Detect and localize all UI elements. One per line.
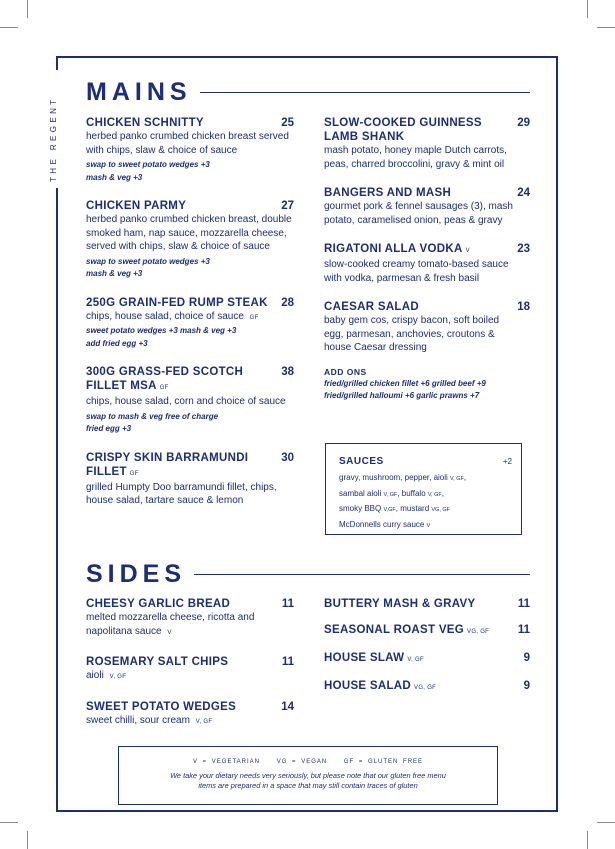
mains-right-column — [324, 116, 530, 403]
item-name-text: HOUSE SLAW — [324, 652, 405, 664]
dietary-tag: GF — [129, 470, 139, 477]
dietary-tag: GF — [249, 314, 259, 321]
sauce-text: gravy, mushroom, pepper, aioli — [339, 473, 451, 482]
item-description — [86, 611, 294, 640]
sauces-list — [339, 471, 512, 533]
crop-mark — [27, 0, 28, 18]
sauces-line — [339, 502, 512, 518]
menu-item — [324, 679, 530, 695]
menu-item — [86, 597, 294, 640]
menu-item — [324, 597, 530, 611]
item-description-text: sweet chilli, sour cream — [86, 714, 190, 726]
menu-item — [86, 116, 294, 184]
dietary-tag: V, GF — [383, 491, 398, 498]
sauces-line — [339, 471, 512, 487]
crop-mark — [597, 822, 615, 823]
sauce-text: , buffalo — [397, 488, 428, 498]
sauces-box — [325, 443, 522, 535]
menu-item — [324, 300, 530, 355]
item-name: CHICKEN SCHNITTY — [86, 117, 204, 129]
item-name — [324, 623, 489, 639]
menu-item — [324, 623, 530, 639]
menu-item — [86, 199, 294, 281]
item-name — [86, 451, 256, 481]
sauces-price: +2 — [502, 457, 512, 466]
item-description — [86, 310, 294, 326]
legend-code: V = VEGETARIAN — [192, 759, 261, 765]
mains-header — [86, 78, 530, 107]
dietary-tag: V — [167, 629, 172, 636]
item-price: 11 — [517, 598, 530, 610]
item-price: 18 — [517, 301, 530, 313]
item-name — [324, 679, 436, 695]
sauce-text: McDonnells curry sauce — [339, 519, 427, 529]
dietary-tag: VG, GF — [431, 507, 451, 513]
item-price: 24 — [517, 187, 530, 199]
item-description: herbed panko crumbed chicken breast, double smoked ham, nap sauce, mozzarella cheese, served with chips, slaw & choice of sauce — [86, 214, 292, 252]
sides-rule — [194, 574, 530, 575]
add-ons-title: ADD ONS — [324, 366, 367, 377]
legend-note-line: We take your dietary needs very seriously, but please note that our gluten free menu — [170, 771, 446, 780]
item-price: 28 — [281, 296, 294, 309]
item-price: 23 — [517, 243, 530, 255]
item-price: 27 — [281, 200, 294, 212]
menu-item — [86, 700, 294, 730]
dietary-tag: V, GF — [195, 718, 213, 725]
item-description-text: melted mozzarella cheese, ricotta and napolitana sauce — [86, 612, 255, 637]
item-extra: mash & veg +3 — [86, 172, 143, 182]
item-price: 11 — [281, 656, 294, 668]
dietary-tag: V,GF — [383, 507, 396, 513]
dietary-tag: GF — [159, 385, 169, 391]
item-name: BUTTERY MASH & GRAVY — [324, 598, 476, 610]
dietary-tag: VG, GF — [467, 629, 490, 635]
item-name: CHEESY GARLIC BREAD — [86, 598, 231, 610]
crop-mark — [587, 0, 588, 18]
item-description: baby gem cos, crispy bacon, soft boiled egg, parmesan, anchovies, croutons & house Caesar dressing — [324, 315, 500, 353]
item-description — [86, 669, 294, 685]
item-name — [86, 365, 256, 395]
crop-mark — [597, 27, 615, 28]
item-name: ROSEMARY SALT CHIPS — [86, 656, 229, 668]
item-description: gourmet pork & fennel sausages (3), mash potato, caramelised onion, peas & gravy — [324, 201, 513, 226]
sauce-text: , — [463, 473, 467, 482]
item-price: 9 — [523, 680, 530, 692]
crop-mark — [0, 822, 18, 823]
item-name: BANGERS AND MASH — [324, 187, 452, 199]
menu-item — [324, 242, 530, 285]
dietary-tag: V — [465, 248, 470, 254]
item-name: SLOW-COOKED GUINNESS LAMB SHANK — [324, 117, 482, 143]
dietary-tag: VG, GF — [414, 685, 437, 691]
item-price: 25 — [281, 117, 294, 129]
menu-item — [86, 365, 294, 436]
menu-item — [86, 451, 294, 508]
dietary-tag: V, GF — [450, 476, 464, 482]
item-description-text: aioli — [86, 670, 104, 681]
add-ons — [324, 366, 530, 403]
legend-note — [119, 771, 497, 791]
item-name-text: 300G GRASS-FED SCOTCH FILLET MSA — [86, 366, 244, 392]
menu-item — [86, 296, 294, 351]
legend-code: VG = VEGAN — [276, 759, 328, 765]
crop-mark — [27, 831, 28, 849]
item-name: CAESAR SALAD — [324, 301, 419, 313]
item-extra: swap to mash & veg free of charge — [86, 411, 219, 421]
item-extra: add fried egg +3 — [86, 338, 148, 348]
legend-code: GF = GLUTEN FREE — [343, 759, 424, 765]
item-description: mash potato, honey maple Dutch carrots, peas, charred broccolini, gravy & mint oil — [324, 145, 507, 170]
legend-codes — [119, 759, 497, 765]
item-name — [324, 651, 424, 667]
item-price: 38 — [281, 366, 294, 378]
sauce-text: , — [441, 488, 444, 498]
crop-mark — [587, 831, 588, 849]
legend-note-line: items are prepared in a space that may still contain traces of gluten — [198, 781, 418, 790]
dietary-tag: V, GF — [109, 674, 127, 680]
item-extra: sweet potato wedges +3 mash & veg +3 — [86, 326, 237, 335]
item-name-text: HOUSE SALAD — [324, 680, 412, 692]
sauce-text: sambal aioli — [339, 488, 384, 498]
item-price: 30 — [281, 451, 294, 464]
item-name — [324, 242, 470, 258]
mains-rule — [200, 92, 530, 93]
item-name-text: RIGATONI ALLA VODKA — [324, 243, 463, 255]
menu-item — [86, 655, 294, 685]
sauces-line — [339, 487, 512, 503]
add-ons-line: fried/grilled halloumi +6 garlic prawns +7 — [324, 391, 480, 400]
item-extra: fried egg +3 — [86, 424, 132, 433]
item-description — [86, 714, 294, 730]
item-description: grilled Humpty Doo barramundi fillet, chips, house salad, tartare sauce & lemon — [86, 481, 277, 506]
sauces-line — [339, 518, 512, 534]
mains-title: MAINS — [86, 78, 192, 106]
item-name: CHICKEN PARMY — [86, 200, 187, 212]
dietary-tag: V — [426, 522, 431, 529]
item-extra: swap to sweet potato wedges +3 — [86, 256, 210, 266]
item-name-text: CRISPY SKIN BARRAMUNDI FILLET — [86, 451, 249, 478]
item-extra: swap to sweet potato wedges +3 — [86, 160, 210, 169]
dietary-tag: V, GF — [427, 491, 442, 498]
sides-right-column — [324, 597, 530, 710]
item-price: 29 — [517, 117, 530, 129]
sauce-text: , mustard — [395, 504, 432, 513]
item-description-text: chips, house salad, choice of sauce — [86, 310, 244, 322]
item-price: 11 — [517, 624, 530, 636]
item-description: herbed panko crumbed chicken breast served with chips, slaw & choice of sauce — [86, 131, 289, 156]
dietary-tag: V, GF — [407, 657, 424, 663]
item-price: 14 — [281, 700, 294, 713]
item-description: chips, house salad, corn and choice of sauce — [86, 396, 286, 407]
sauces-title: SAUCES — [339, 456, 384, 467]
sides-left-column — [86, 597, 294, 744]
sides-header — [86, 560, 530, 589]
item-price: 9 — [523, 652, 530, 664]
item-name: SWEET POTATO WEDGES — [86, 700, 237, 713]
menu-item — [324, 186, 530, 227]
item-description: slow-cooked creamy tomato-based sauce with vodka, parmesan & fresh basil — [324, 259, 509, 284]
dietary-legend — [118, 746, 498, 805]
mains-left-column — [86, 116, 294, 523]
brand-label: THE REGENT — [49, 96, 58, 182]
item-name-text: SEASONAL ROAST VEG — [324, 624, 465, 636]
crop-mark — [0, 27, 18, 28]
item-extra: mash & veg +3 — [86, 269, 143, 278]
item-price: 11 — [281, 598, 294, 610]
menu-item — [324, 651, 530, 667]
add-ons-line: fried/grilled chicken fillet +6 grilled beef +9 — [324, 378, 486, 388]
sides-title: SIDES — [86, 560, 187, 588]
sauce-text: smoky BBQ — [339, 504, 384, 513]
menu-item — [324, 116, 530, 171]
item-name: 250G GRAIN-FED RUMP STEAK — [86, 296, 268, 309]
